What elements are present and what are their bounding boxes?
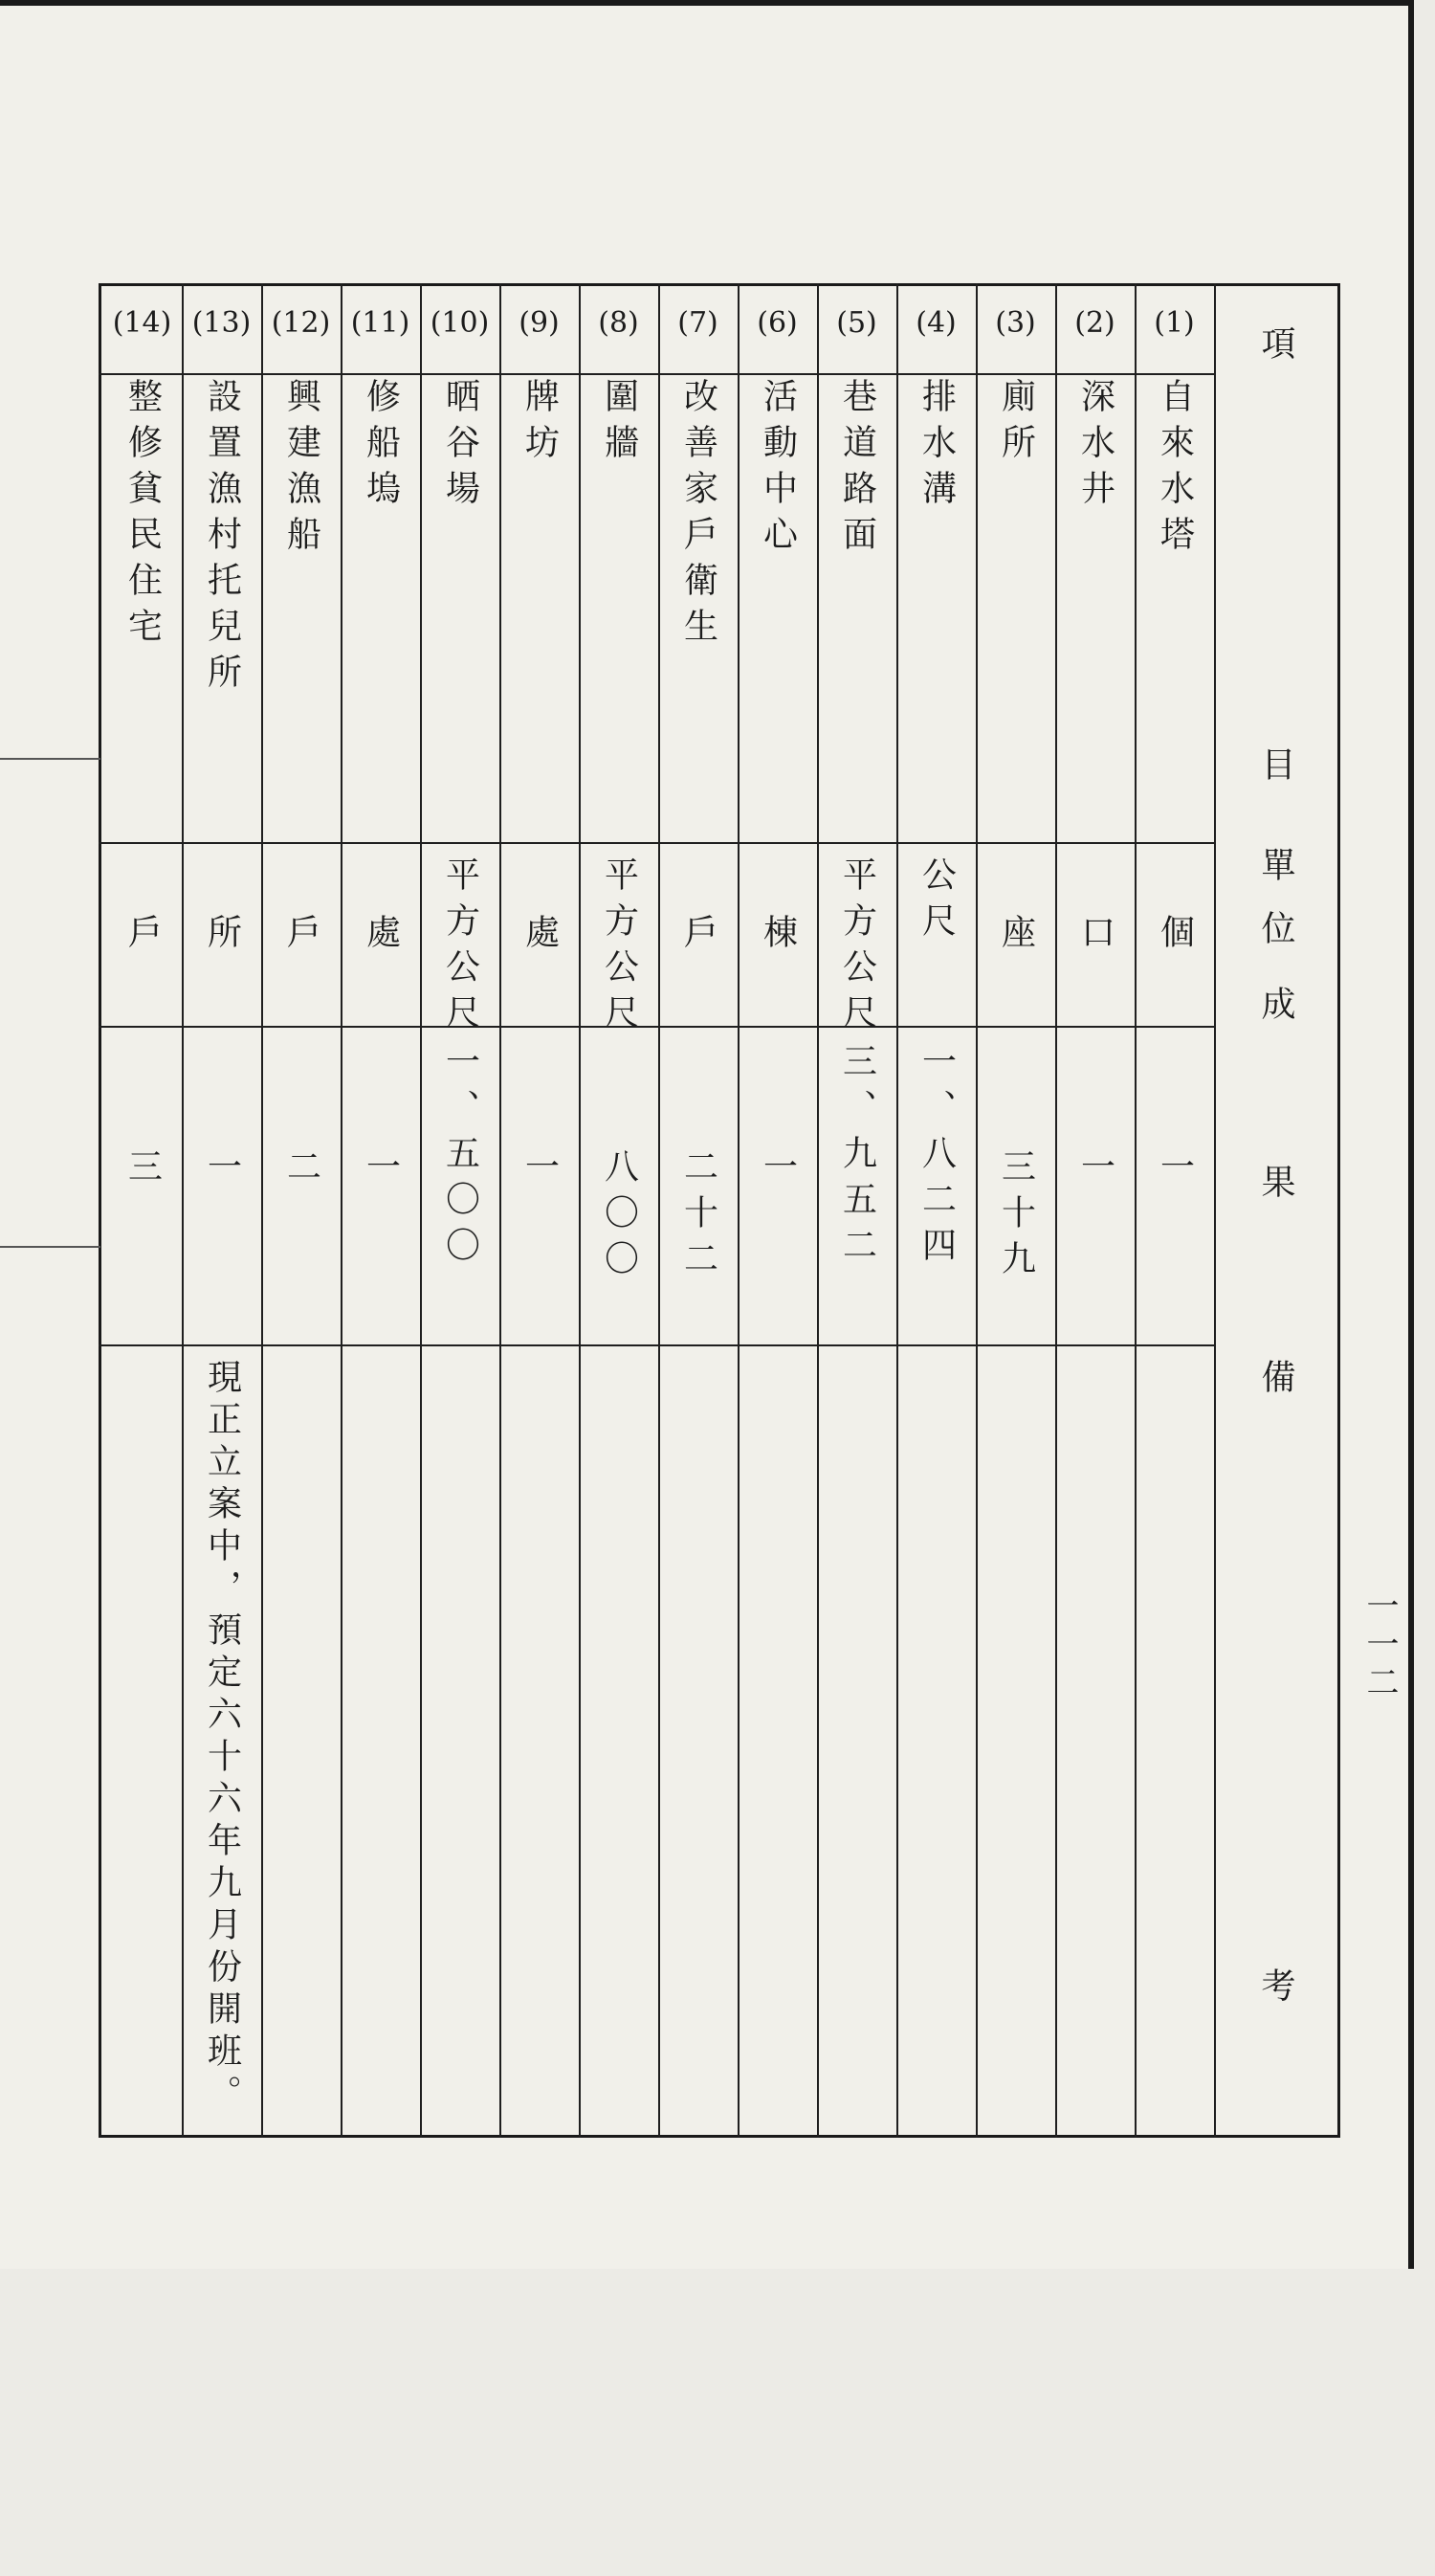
grid-line	[896, 283, 898, 2138]
row-remark: 現正立案中，預定六十六年九月份開班。	[202, 1359, 242, 2117]
grid-line	[738, 283, 740, 2138]
row-unit: 口	[1075, 914, 1115, 960]
grid-line	[420, 283, 422, 2138]
row-unit: 座	[996, 914, 1036, 960]
grid-line	[99, 1344, 1214, 1346]
row-unit: 公尺	[916, 856, 957, 948]
row-item: 晒谷場	[440, 378, 480, 516]
row-unit: 處	[519, 914, 560, 960]
row-number: (6)	[757, 306, 798, 340]
row-unit: 戶	[678, 914, 718, 960]
row-result: 一、五〇〇	[440, 1043, 480, 1273]
row-result: 三	[122, 1148, 163, 1194]
grid-line	[499, 283, 501, 2138]
grid-line	[658, 283, 660, 2138]
row-number: (9)	[519, 306, 560, 340]
row-unit: 平方公尺	[837, 856, 877, 1040]
row-number: (7)	[677, 306, 718, 340]
header-result: 成果	[1256, 986, 1295, 1342]
row-unit: 個	[1155, 914, 1195, 960]
row-result: 一	[361, 1148, 401, 1194]
row-item: 深水井	[1075, 378, 1115, 516]
margin-mark	[0, 758, 100, 760]
page-number: 一一二	[1360, 1588, 1399, 1703]
grid-line	[976, 283, 978, 2138]
row-unit: 所	[202, 914, 242, 960]
row-item: 巷道路面	[837, 378, 877, 562]
row-unit: 處	[361, 914, 401, 960]
row-number: (4)	[916, 306, 957, 340]
row-item: 活動中心	[758, 378, 798, 562]
row-unit: 戶	[122, 914, 163, 960]
row-item: 廁所	[996, 378, 1036, 470]
row-item: 自來水塔	[1155, 378, 1195, 562]
row-number: (5)	[836, 306, 877, 340]
row-item: 興建漁船	[281, 378, 321, 562]
row-item: 改善家戶衛生	[678, 378, 718, 654]
row-result: 一	[202, 1148, 242, 1194]
grid-line	[182, 283, 184, 2138]
row-item: 設置漁村托兒所	[202, 378, 242, 700]
row-result: 八〇〇	[599, 1148, 639, 1286]
margin-mark	[0, 1246, 100, 1248]
row-result: 二十二	[678, 1148, 718, 1286]
row-number: (14)	[112, 306, 172, 340]
row-item: 整修貧民住宅	[122, 378, 163, 654]
row-result: 一、八二四	[916, 1043, 957, 1273]
row-number: (13)	[191, 306, 252, 340]
grid-line	[261, 283, 263, 2138]
grid-line	[1135, 283, 1137, 2138]
row-item: 圍牆	[599, 378, 639, 470]
grid-line	[99, 842, 1214, 844]
grid-line	[579, 283, 581, 2138]
grid-line	[99, 373, 1214, 375]
row-number: (1)	[1154, 306, 1195, 340]
row-number: (10)	[430, 306, 490, 340]
row-unit: 平方公尺	[440, 856, 480, 1040]
row-number: (8)	[598, 306, 639, 340]
header-remark: 備考	[1256, 1359, 1295, 2576]
row-unit: 戶	[281, 914, 321, 960]
row-number: (2)	[1074, 306, 1115, 340]
row-item: 牌坊	[519, 378, 560, 470]
header-item: 項	[1256, 325, 1295, 371]
row-item: 修船塢	[361, 378, 401, 516]
row-unit: 棟	[758, 914, 798, 960]
row-item: 排水溝	[916, 378, 957, 516]
row-result: 一	[758, 1148, 798, 1194]
row-result: 一	[519, 1148, 560, 1194]
header-unit: 單位	[1256, 847, 1295, 973]
grid-line	[99, 1026, 1214, 1028]
row-unit: 平方公尺	[599, 856, 639, 1040]
row-result: 三、九五二	[837, 1043, 877, 1273]
grid-line	[1214, 283, 1216, 2138]
grid-line	[817, 283, 819, 2138]
row-result: 一	[1075, 1148, 1115, 1194]
row-result: 二	[281, 1148, 321, 1194]
grid-line	[341, 283, 342, 2138]
grid-line	[1055, 283, 1057, 2138]
row-number: (11)	[350, 306, 410, 340]
row-number: (3)	[995, 306, 1036, 340]
row-result: 一	[1155, 1148, 1195, 1194]
row-number: (12)	[271, 306, 331, 340]
row-result: 三十九	[996, 1148, 1036, 1286]
header-item-suffix: 目	[1256, 746, 1295, 792]
